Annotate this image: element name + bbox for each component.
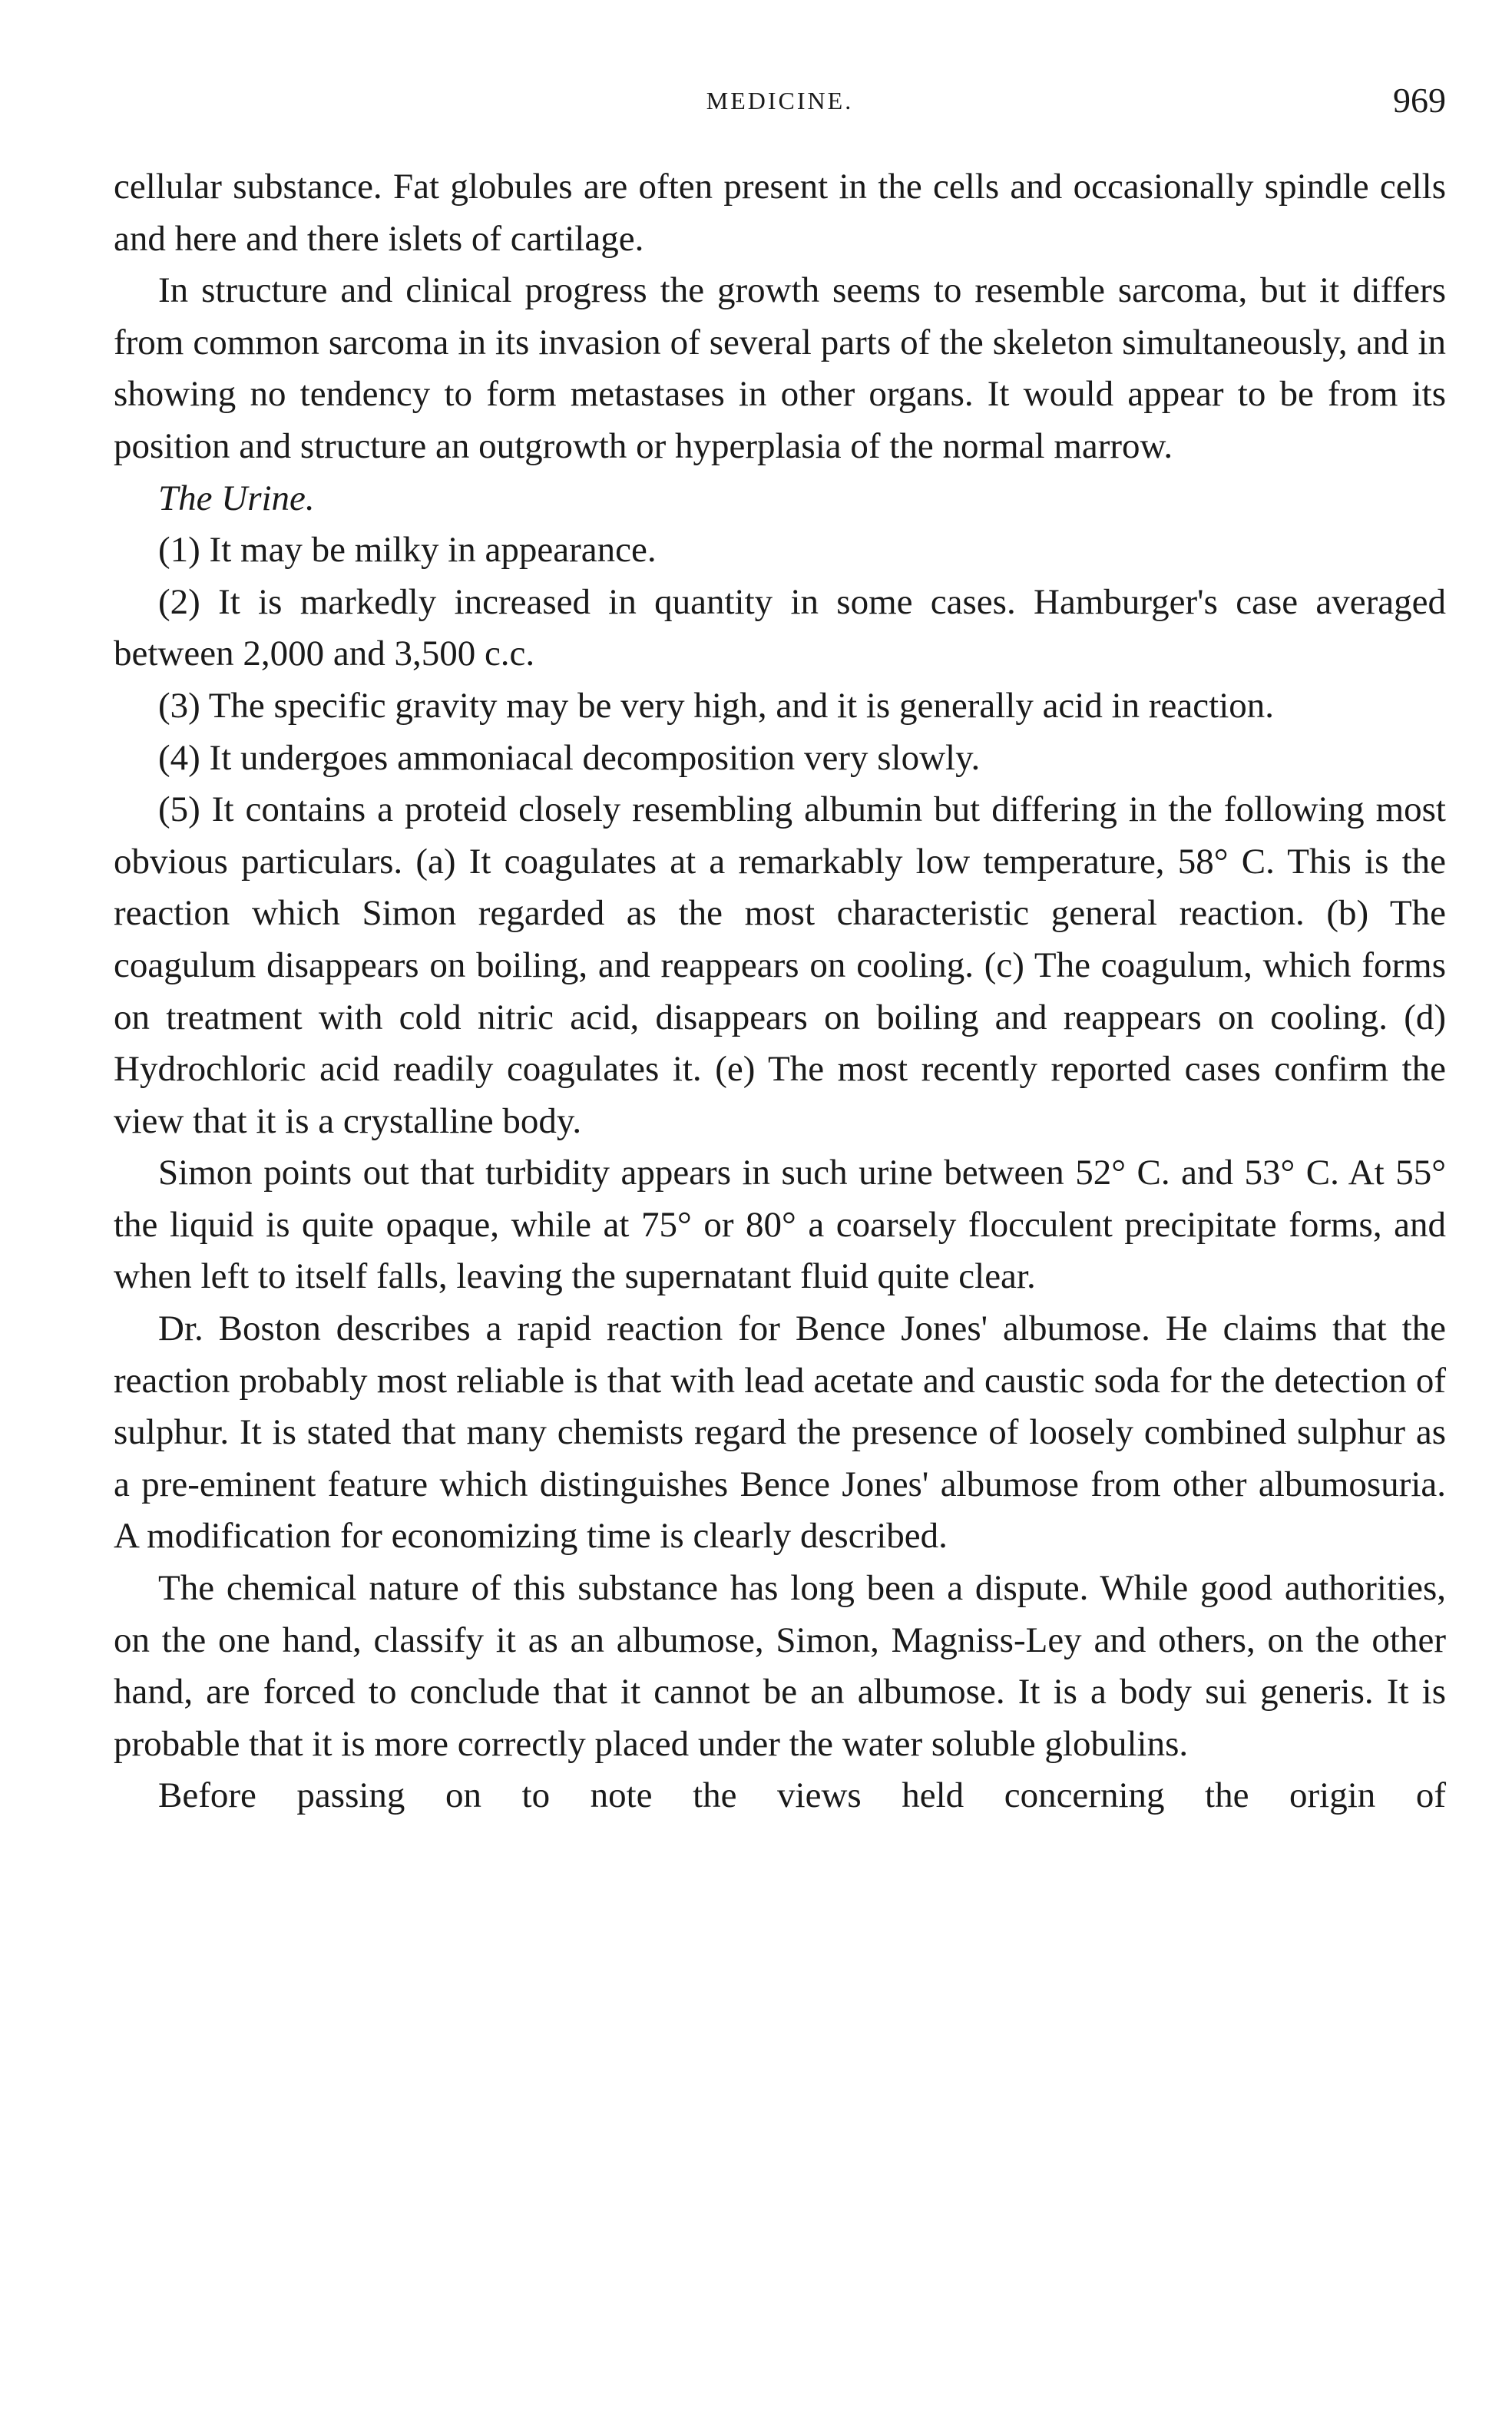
paragraph-structure: In structure and clinical progress the growth seems to resemble sarcoma, but it differs from common sarcoma in its invasion of several parts of the skeleton simultaneously, and in showing no tendency to form metastases in other organs. It would appear to be from its position and structure an outgrowth or hyperplasia of the normal marrow. <box>114 270 1446 466</box>
page-number: 969 <box>1393 81 1446 120</box>
paragraph-origin: Before passing on to note the views held concerning the origin of <box>158 1775 1446 1816</box>
paragraph-continuation: cellular substance. Fat globules are often present in the cells and occasionally spindle cells and here and there islets of cartilage. <box>114 167 1446 259</box>
urine-item-2: (2) It is markedly increased in quantity in some cases. Hamburger's case averaged between 2,000 and 3,500 c.c. <box>114 581 1446 674</box>
paragraph-simon-turbidity: Simon points out that turbidity appears in such urine between 52° C. and 53° C. At 55° the liquid is quite opaque, while at 75° or 80° a coarsely flocculent precipitate forms, and when left to itself falls, leaving the supernatant fluid quite clear. <box>114 1153 1446 1297</box>
section-heading-urine: The Urine. <box>158 478 315 518</box>
paragraph-chemical-nature: The chemical nature of this substance has long been a dispute. While good authorities, on the one hand, classify it as an albumose, Simon, Magniss-Ley and others, on the other hand, are forced to conclude that it cannot be an albumose. It is a body sui generis. It is probable that it is more correctly placed under the water soluble globulins. <box>114 1568 1446 1764</box>
urine-item-5: (5) It contains a proteid closely resembling albumin but differing in the following most obvious particulars. (a) It coagulates at a remarkably low temperature, 58° C. This is the reaction which Simon regarded as the most characteristic general reaction. (b) The coagulum disappears on boiling, and reappears on cooling. (c) The coagulum, which forms on treatment with cold nitric acid, disappears on boiling and reappears on cooling. (d) Hydrochloric acid readily coagulates it. (e) The most recently reported cases confirm the view that it is a crystalline body. <box>114 789 1446 1141</box>
urine-item-1: (1) It may be milky in appearance. <box>158 530 657 571</box>
document-page <box>114 77 1446 1822</box>
urine-item-4: (4) It undergoes ammoniacal decomposition very slowly. <box>158 737 981 778</box>
running-head: MEDICINE. <box>706 87 854 114</box>
page-header <box>114 77 1446 124</box>
paragraph-boston-reaction: Dr. Boston describes a rapid reaction for Bence Jones' albumose. He claims that the reaction probably most reliable is that with lead acetate and caustic soda for the detection of sulphur. It is stated that many chemists regard the presence of loosely combined sulphur as a pre-eminent feature which distinguishes Bence Jones' albumose from other albumosuria. A modification for economizing time is clearly described. <box>114 1309 1446 1557</box>
urine-item-3: (3) The specific gravity may be very high, and it is generally acid in reaction. <box>158 685 1275 726</box>
